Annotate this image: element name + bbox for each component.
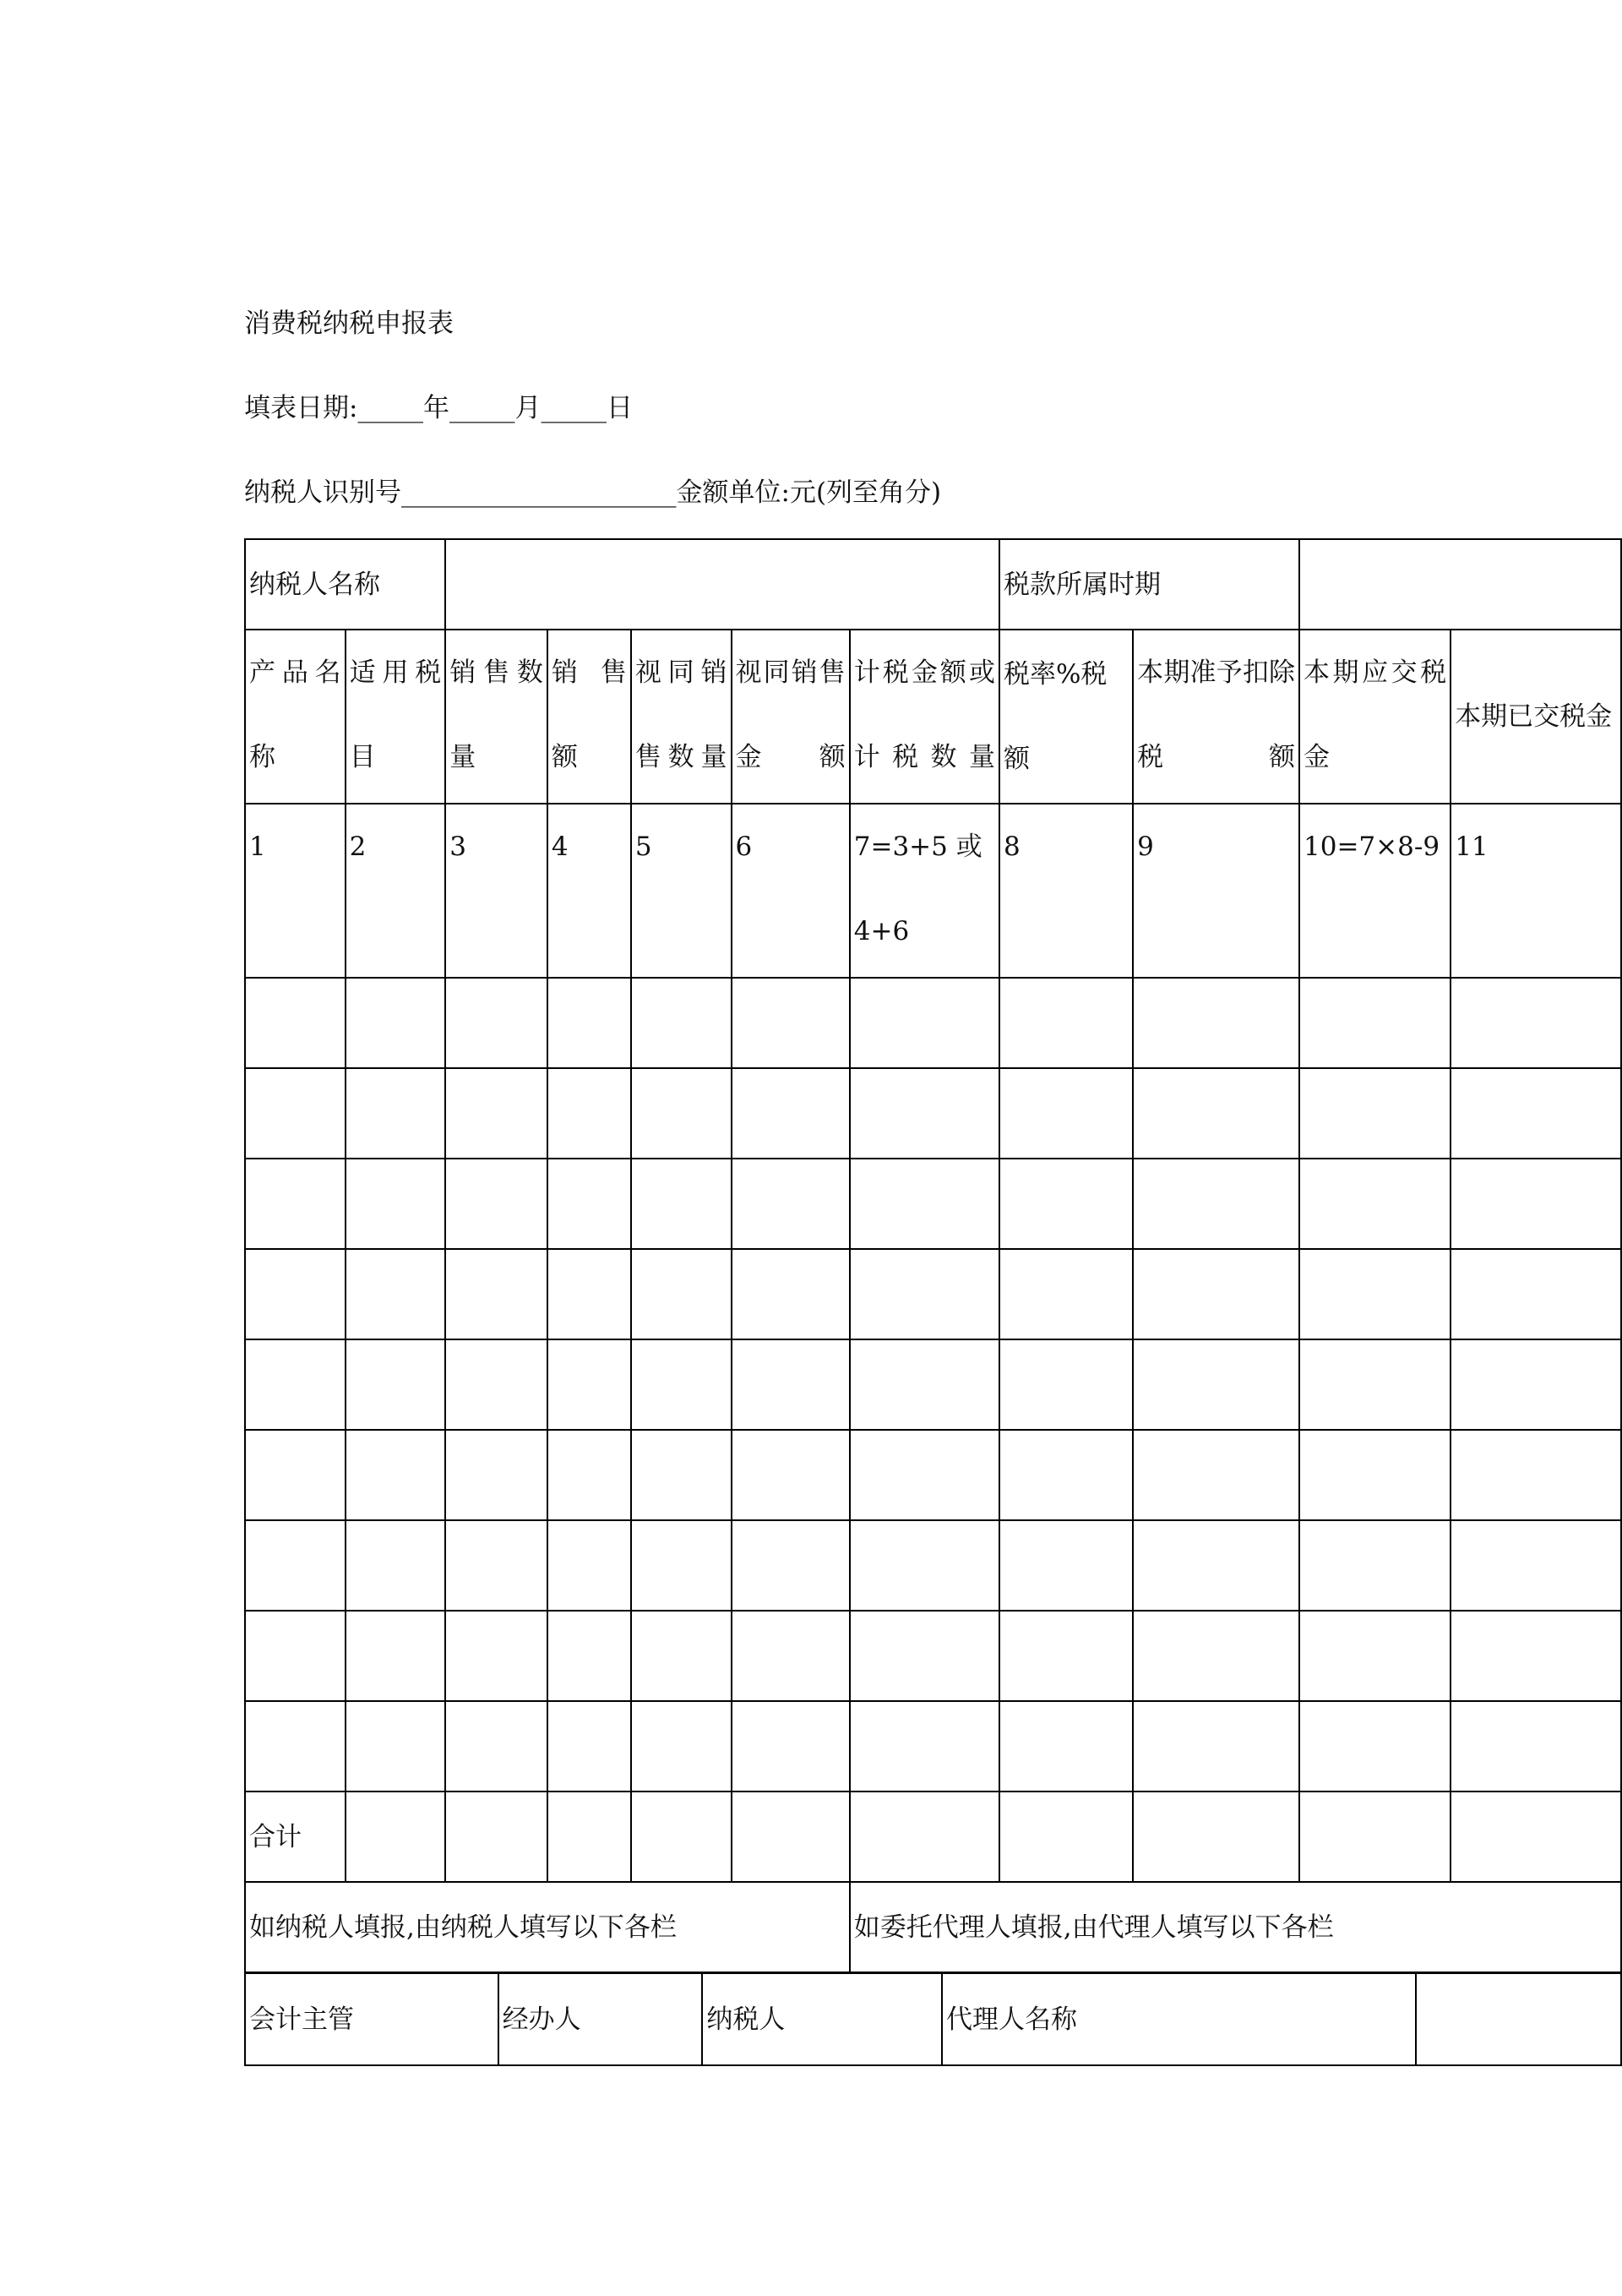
table-cell[interactable] (631, 1339, 732, 1430)
table-cell[interactable] (850, 1701, 999, 1792)
table-cell[interactable] (1299, 1339, 1451, 1430)
signature-row (245, 1973, 1621, 2065)
total-row (245, 1792, 1621, 1882)
col-number-1: 1 (245, 804, 346, 978)
table-cell[interactable] (1299, 1701, 1451, 1792)
taxpayer-info-row (245, 539, 1621, 630)
taxpayer-name-label: 纳税人名称 (245, 539, 445, 630)
header-sales-amount: 销 售额 (547, 630, 631, 804)
table-cell[interactable] (1133, 1068, 1299, 1159)
tax-period-value[interactable] (1299, 539, 1621, 630)
table-cell[interactable] (445, 1430, 547, 1520)
table-cell[interactable] (1451, 1339, 1621, 1430)
table-cell[interactable] (732, 1701, 850, 1792)
table-cell[interactable] (850, 1792, 999, 1882)
table-cell[interactable] (732, 1611, 850, 1701)
table-row (245, 1159, 1621, 1249)
table-cell[interactable] (245, 1339, 346, 1430)
table-cell[interactable] (1133, 1520, 1299, 1611)
table-cell[interactable] (999, 1611, 1133, 1701)
table-cell[interactable] (1299, 1611, 1451, 1701)
header-deemed-sales-quantity: 视同销售数量 (631, 630, 732, 804)
table-cell[interactable] (245, 1701, 346, 1792)
col-number-10: 10=7×8-9 (1299, 804, 1451, 978)
table-cell[interactable] (445, 1792, 547, 1882)
col-number-8: 8 (999, 804, 1133, 978)
table-cell[interactable] (245, 1520, 346, 1611)
table-cell[interactable] (1299, 1249, 1451, 1339)
table-cell[interactable] (1451, 1611, 1621, 1701)
table-cell[interactable] (999, 1159, 1133, 1249)
table-cell[interactable] (732, 1068, 850, 1159)
table-cell[interactable] (245, 1430, 346, 1520)
table-cell[interactable] (732, 1159, 850, 1249)
taxpayer-id-line: 纳税人识别号_____________________金额单位:元(列至角分) (244, 477, 942, 508)
col-number-6: 6 (732, 804, 850, 978)
table-cell[interactable] (999, 1339, 1133, 1430)
table-cell[interactable] (732, 1792, 850, 1882)
table-cell[interactable] (445, 1339, 547, 1430)
form-title: 消费税纳税申报表 (244, 308, 454, 339)
header-deemed-sales-amount: 视同销售金额 (732, 630, 850, 804)
table-cell[interactable] (245, 978, 346, 1068)
column-header-row (245, 630, 1621, 804)
table-cell[interactable] (631, 1068, 732, 1159)
table-cell[interactable] (631, 1701, 732, 1792)
table-cell[interactable] (445, 1159, 547, 1249)
table-row (245, 1520, 1621, 1611)
table-cell[interactable] (1451, 1430, 1621, 1520)
table-cell[interactable] (346, 1611, 446, 1701)
table-cell[interactable] (547, 1792, 631, 1882)
table-cell[interactable] (631, 1520, 732, 1611)
table-cell[interactable] (631, 1249, 732, 1339)
table-cell[interactable] (1299, 1792, 1451, 1882)
header-tax-rate: 税率%税额 (999, 630, 1133, 804)
table-cell[interactable] (1133, 1339, 1299, 1430)
table-cell[interactable] (1451, 1249, 1621, 1339)
col-number-4: 4 (547, 804, 631, 978)
filler-note-row (245, 1882, 1621, 1972)
col-number-3: 3 (445, 804, 547, 978)
table-cell[interactable] (245, 1249, 346, 1339)
table-cell[interactable] (547, 978, 631, 1068)
table-cell[interactable] (850, 1339, 999, 1430)
table-cell[interactable] (1133, 1792, 1299, 1882)
table-cell[interactable] (850, 1611, 999, 1701)
accountant-label: 会计主管 (245, 1973, 498, 2065)
table-cell[interactable] (547, 1701, 631, 1792)
table-cell[interactable] (631, 1792, 732, 1882)
table-cell[interactable] (1299, 1068, 1451, 1159)
table-cell[interactable] (1133, 1249, 1299, 1339)
table-cell[interactable] (732, 1520, 850, 1611)
table-cell[interactable] (346, 1159, 446, 1249)
table-cell[interactable] (547, 1249, 631, 1339)
table-cell[interactable] (445, 1249, 547, 1339)
table-cell[interactable] (547, 1611, 631, 1701)
table-cell[interactable] (1133, 978, 1299, 1068)
table-row (245, 1611, 1621, 1701)
col-number-5: 5 (631, 804, 732, 978)
header-tax-payable: 本期应交税金 (1299, 630, 1451, 804)
table-cell[interactable] (999, 978, 1133, 1068)
table-cell[interactable] (1133, 1701, 1299, 1792)
table-cell[interactable] (346, 1339, 446, 1430)
table-cell[interactable] (732, 1249, 850, 1339)
table-cell[interactable] (547, 1159, 631, 1249)
taxpayer-name-value[interactable] (445, 539, 999, 630)
table-cell[interactable] (1133, 1430, 1299, 1520)
table-row (245, 1339, 1621, 1430)
header-product-name: 产品名称 (245, 630, 346, 804)
header-deductible-tax: 本期准予扣除税额 (1133, 630, 1299, 804)
table-cell[interactable] (445, 1520, 547, 1611)
table-cell[interactable] (346, 1701, 446, 1792)
table-cell[interactable] (850, 1430, 999, 1520)
header-sales-quantity: 销售数量 (445, 630, 547, 804)
taxpayer-label: 纳税人 (702, 1973, 942, 2065)
table-cell[interactable] (547, 1339, 631, 1430)
total-label: 合计 (245, 1792, 346, 1882)
table-cell[interactable] (732, 1339, 850, 1430)
table-row (245, 1068, 1621, 1159)
agent-name-label: 代理人名称 (942, 1973, 1416, 2065)
table-cell[interactable] (245, 1159, 346, 1249)
table-cell[interactable] (631, 978, 732, 1068)
col-number-7: 7=3+5 或 4+6 (850, 804, 999, 978)
table-cell[interactable] (850, 1068, 999, 1159)
header-taxable-amount: 计税金额或计税数量 (850, 630, 999, 804)
table-cell[interactable] (1451, 978, 1621, 1068)
fill-date-line: 填表日期:_____年_____月_____日 (244, 393, 633, 423)
table-cell[interactable] (346, 1068, 446, 1159)
header-tax-paid: 本期已交税金 (1451, 630, 1621, 804)
table-cell[interactable] (1299, 978, 1451, 1068)
table-cell[interactable] (346, 1792, 446, 1882)
table-cell[interactable] (1451, 1701, 1621, 1792)
table-row (245, 1430, 1621, 1520)
table-cell[interactable] (547, 1068, 631, 1159)
agent-name-value[interactable] (1416, 1973, 1621, 2065)
agent-fill-note: 如委托代理人填报,由代理人填写以下各栏 (850, 1882, 1621, 1972)
table-cell[interactable] (850, 1520, 999, 1611)
col-number-9: 9 (1133, 804, 1299, 978)
table-cell[interactable] (999, 1520, 1133, 1611)
table-cell[interactable] (346, 1249, 446, 1339)
tax-period-label: 税款所属时期 (999, 539, 1299, 630)
table-cell[interactable] (245, 1068, 346, 1159)
self-fill-note: 如纳税人填报,由纳税人填写以下各栏 (245, 1882, 850, 1972)
header-tax-item: 适用税目 (346, 630, 446, 804)
table-cell[interactable] (850, 1159, 999, 1249)
table-cell[interactable] (445, 1701, 547, 1792)
table-cell[interactable] (732, 978, 850, 1068)
table-cell[interactable] (445, 1068, 547, 1159)
tax-declaration-table (244, 538, 1622, 1973)
table-cell[interactable] (1299, 1520, 1451, 1611)
table-cell[interactable] (1451, 1068, 1621, 1159)
table-cell[interactable] (1133, 1611, 1299, 1701)
table-row (245, 978, 1621, 1068)
table-cell[interactable] (1299, 1159, 1451, 1249)
table-cell[interactable] (245, 1611, 346, 1701)
column-number-row (245, 804, 1621, 978)
table-cell[interactable] (346, 1430, 446, 1520)
table-cell[interactable] (1133, 1159, 1299, 1249)
table-cell[interactable] (346, 1520, 446, 1611)
table-cell[interactable] (1299, 1430, 1451, 1520)
col-number-2: 2 (346, 804, 446, 978)
table-cell[interactable] (1451, 1520, 1621, 1611)
table-cell[interactable] (631, 1430, 732, 1520)
table-cell[interactable] (999, 1068, 1133, 1159)
table-cell[interactable] (445, 978, 547, 1068)
table-cell[interactable] (999, 1430, 1133, 1520)
table-cell[interactable] (850, 1249, 999, 1339)
table-row (245, 1249, 1621, 1339)
col-number-11: 11 (1451, 804, 1621, 978)
table-cell[interactable] (547, 1520, 631, 1611)
table-cell[interactable] (1451, 1792, 1621, 1882)
table-cell[interactable] (631, 1611, 732, 1701)
table-cell[interactable] (547, 1430, 631, 1520)
signature-table (244, 1972, 1622, 2066)
table-cell[interactable] (1451, 1159, 1621, 1249)
table-cell[interactable] (445, 1611, 547, 1701)
table-cell[interactable] (999, 1701, 1133, 1792)
table-row (245, 1701, 1621, 1792)
table-cell[interactable] (732, 1430, 850, 1520)
table-cell[interactable] (631, 1159, 732, 1249)
table-cell[interactable] (999, 1792, 1133, 1882)
handler-label: 经办人 (498, 1973, 703, 2065)
table-cell[interactable] (346, 978, 446, 1068)
table-cell[interactable] (999, 1249, 1133, 1339)
table-cell[interactable] (850, 978, 999, 1068)
